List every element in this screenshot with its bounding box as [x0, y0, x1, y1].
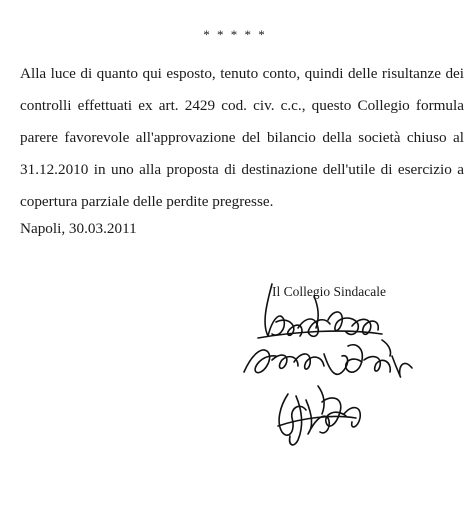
paragraph-line: controlli effettuati ex art. 2429 cod. civ. c.c., questo Collegio formula: [20, 97, 464, 114]
paragraph-line: Alla luce di quanto qui esposto, tenuto conto, quindi delle risultanze dei: [20, 65, 464, 82]
place-date: Napoli, 30.03.2011: [20, 220, 137, 237]
handwritten-signature-1-icon: [258, 284, 382, 338]
paragraph-line: copertura parziale delle perdite pregresse.: [20, 193, 274, 210]
paragraph-line: parere favorevole all'approvazione del bilancio della società chiuso al: [20, 129, 464, 146]
signature-label: Il Collegio Sindacale: [272, 284, 386, 299]
handwritten-signature-2-icon: [244, 340, 412, 377]
handwritten-signature-3-icon: [278, 386, 360, 445]
closing-paragraph: [20, 58, 464, 218]
separator-asterisks: * * * * *: [203, 27, 267, 42]
signatures-drawing: [232, 276, 464, 466]
paragraph-line: 31.12.2010 in uno alla proposta di destinazione dell'utile di esercizio a: [20, 161, 464, 178]
signature-block: [232, 276, 464, 466]
